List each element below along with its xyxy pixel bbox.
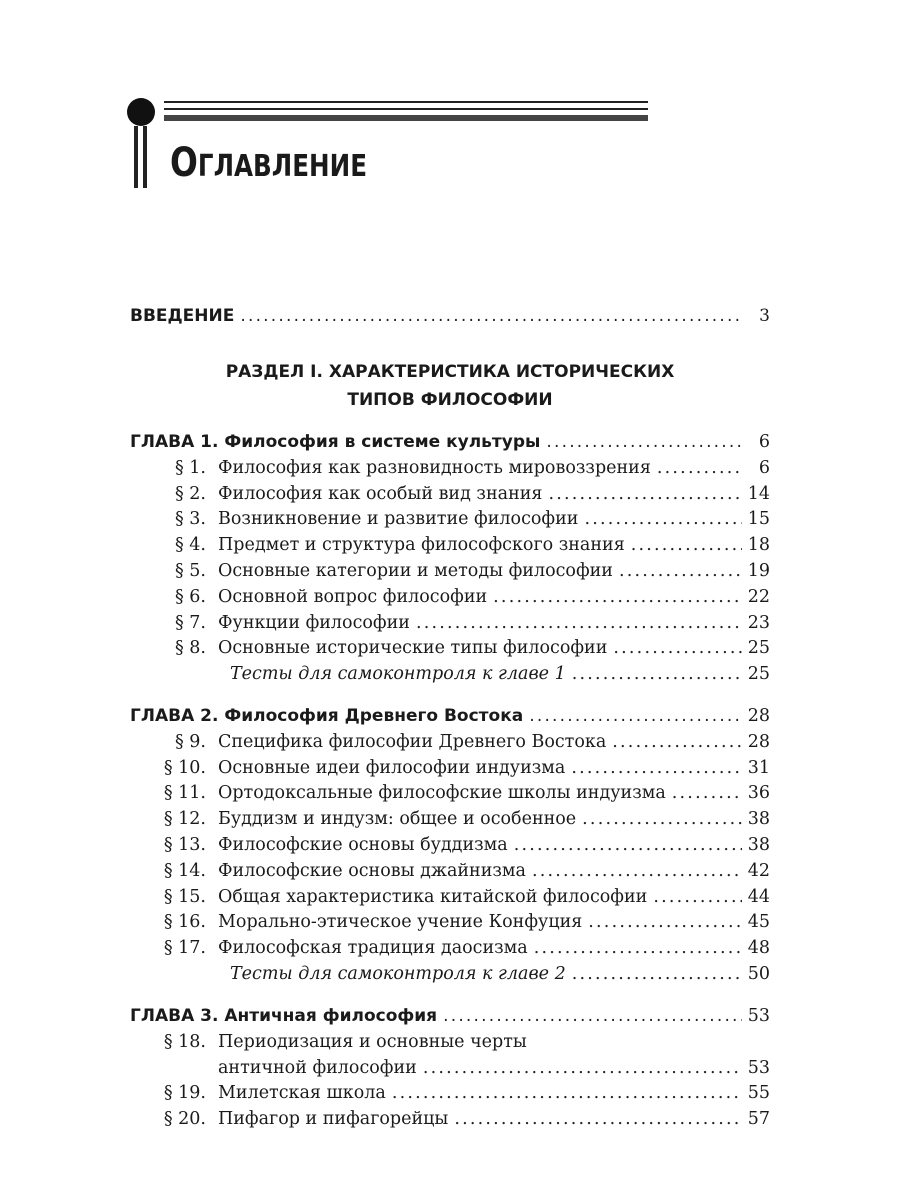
toc-section-entry[interactable] — [130, 835, 770, 861]
section-number: § 14. — [163, 860, 206, 881]
leader-dots — [514, 835, 742, 855]
toc-page-number: 48 — [747, 938, 770, 959]
toc-page-number: 19 — [747, 560, 770, 581]
toc-page-number: 36 — [747, 783, 770, 804]
header-rule — [164, 115, 648, 121]
section-number: § 15. — [163, 886, 206, 907]
section-number: § 13. — [163, 834, 206, 855]
leader-dots — [619, 561, 742, 581]
section-number: § 7. — [174, 612, 206, 633]
toc-section-entry[interactable] — [130, 561, 770, 587]
section-number: § 8. — [174, 638, 206, 659]
toc-entry-label: Милетская школа — [218, 1083, 386, 1104]
toc-page-number: 38 — [747, 809, 770, 830]
toc-page-number: 44 — [747, 886, 770, 907]
toc-entry-intro[interactable] — [130, 306, 770, 332]
leader-dots — [582, 809, 742, 829]
toc-page-number: 15 — [747, 509, 770, 530]
toc-section-entry[interactable] — [130, 1083, 770, 1109]
section-number: § 20. — [163, 1109, 206, 1130]
toc-section-entry[interactable] — [130, 484, 770, 510]
toc-page-number: 42 — [747, 860, 770, 881]
toc-section-entry[interactable] — [130, 638, 770, 664]
toc-page-number: 57 — [747, 1109, 770, 1130]
leader-dots — [454, 1109, 741, 1129]
leader-dots — [548, 484, 741, 504]
leader-dots — [672, 783, 742, 803]
toc-chapter-entry[interactable] — [130, 432, 770, 458]
toc-section-entry[interactable] — [130, 1109, 770, 1135]
header-rule — [164, 101, 648, 103]
toc-chapter-3 — [130, 1006, 770, 1135]
toc-page-number: 55 — [747, 1083, 770, 1104]
toc-entry-label: ГЛАВА 2. Философия Древнего Востока — [130, 706, 524, 726]
toc-entry-label: ГЛАВА 3. Античная философия — [130, 1006, 438, 1026]
toc-section-entry[interactable] — [130, 809, 770, 835]
toc-page-number: 18 — [747, 535, 770, 556]
toc-chapter-2 — [130, 706, 770, 990]
toc-entry-label: Тесты для самоконтроля к главе 2 — [230, 963, 566, 984]
toc-page-number: 28 — [747, 706, 770, 726]
toc-page-number: 25 — [747, 664, 770, 685]
toc-entry-label: ГЛАВА 1. Философия в системе культуры — [130, 432, 541, 452]
toc-chapter-1 — [130, 432, 770, 690]
toc-entry-label: Буддизм и индузм: общее и особенное — [218, 809, 577, 830]
toc-entry-label: Пифагор и пифагорейцы — [218, 1109, 449, 1130]
toc-entry-label: Философия как разновидность мировоззрения — [218, 457, 651, 478]
toc-section-entry[interactable] — [130, 887, 770, 913]
section-number: § 2. — [174, 483, 206, 504]
toc-section-entry-continuation[interactable] — [130, 1058, 770, 1084]
header-vertical-bar — [134, 126, 138, 188]
toc-entry-label: Философские основы джайнизма — [218, 860, 526, 881]
part-heading — [130, 358, 770, 414]
section-number: § 3. — [174, 509, 206, 530]
toc-page-number: 28 — [747, 731, 770, 752]
part-heading-line: РАЗДЕЛ I. ХАРАКТЕРИСТИКА ИСТОРИЧЕСКИХ — [225, 362, 675, 382]
leader-dots — [572, 964, 742, 984]
toc-entry-label: Основные категории и методы философии — [218, 560, 613, 581]
toc-page-number: 53 — [747, 1057, 770, 1078]
toc-page-number: 25 — [747, 638, 770, 659]
leader-dots — [529, 706, 741, 726]
toc-page-number: 53 — [747, 1006, 770, 1026]
toc-entry-label: Морально-этическое учение Конфуция — [218, 912, 583, 933]
leader-dots — [546, 432, 742, 452]
section-number: § 1. — [174, 457, 206, 478]
toc-test-entry[interactable] — [130, 664, 770, 690]
section-number: § 12. — [163, 809, 206, 830]
leader-dots — [534, 938, 742, 958]
toc-section-entry[interactable] — [130, 613, 770, 639]
leader-dots — [612, 732, 741, 752]
toc-entry-label: Предмет и структура философского знания — [218, 535, 625, 556]
toc-section-entry[interactable] — [130, 732, 770, 758]
section-number: § 6. — [174, 586, 206, 607]
toc-page-number: 22 — [747, 586, 770, 607]
leader-dots — [423, 1058, 742, 1078]
toc-page-number: 45 — [747, 912, 770, 933]
page-title — [170, 140, 367, 186]
toc-entry-label: Философские основы буддизма — [218, 834, 508, 855]
leader-dots — [653, 887, 741, 907]
toc-page-number: 14 — [747, 483, 770, 504]
section-number: § 10. — [163, 757, 206, 778]
toc-page-number: 50 — [747, 963, 770, 984]
toc-page-number: 38 — [747, 834, 770, 855]
section-number: § 19. — [163, 1083, 206, 1104]
leader-dots — [613, 638, 741, 658]
header-vertical-bar — [143, 126, 147, 188]
section-number: § 17. — [163, 938, 206, 959]
section-number: § 9. — [174, 731, 206, 752]
toc-entry-label: Философия как особый вид знания — [218, 483, 543, 504]
toc-page-number: 31 — [747, 757, 770, 778]
leader-dots — [571, 758, 741, 778]
leader-dots — [572, 664, 742, 684]
header-bullet-ornament — [127, 98, 155, 126]
header-rule — [164, 108, 648, 110]
toc-section-entry[interactable] — [130, 912, 770, 938]
leader-dots — [443, 1006, 742, 1026]
leader-dots — [588, 912, 741, 932]
toc-page-number: 6 — [758, 432, 770, 452]
toc-section-entry[interactable] — [130, 1032, 770, 1058]
leader-dots — [493, 587, 742, 607]
leader-dots — [240, 306, 742, 326]
toc-entry-label: Специфика философии Древнего Востока — [218, 731, 607, 752]
toc-page-number: 3 — [759, 306, 770, 326]
toc-test-entry[interactable] — [130, 964, 770, 990]
toc-page-number: 23 — [747, 612, 770, 633]
leader-dots — [416, 613, 742, 633]
leader-dots — [392, 1083, 742, 1103]
leader-dots — [631, 535, 742, 555]
part-heading-line: ТИПОВ ФИЛОСОФИИ — [347, 390, 553, 410]
toc-entry-label: Функции философии — [218, 612, 410, 633]
section-number: § 5. — [174, 560, 206, 581]
toc-entry-label: Философская традиция даосизма — [218, 938, 528, 959]
section-number: § 16. — [163, 912, 206, 933]
toc-intro — [130, 306, 770, 332]
toc-section-entry[interactable] — [130, 458, 770, 484]
toc-section-entry[interactable] — [130, 587, 770, 613]
leader-dots — [584, 509, 741, 529]
toc-entry-label: Основные идеи философии индуизма — [218, 757, 566, 778]
leader-dots — [657, 458, 742, 478]
toc-chapter-entry[interactable] — [130, 706, 770, 732]
toc-section-entry[interactable] — [130, 509, 770, 535]
toc-entry-label: Периодизация и основные черты — [218, 1031, 527, 1052]
toc-entry-label: ВВЕДЕНИЕ — [130, 306, 235, 326]
toc-page-number: 6 — [758, 457, 770, 478]
toc-entry-label: Основные исторические типы философии — [218, 638, 608, 659]
toc-section-entry[interactable] — [130, 938, 770, 964]
section-number: § 11. — [163, 783, 206, 804]
toc-entry-label: античной философии — [218, 1057, 417, 1078]
leader-dots — [532, 861, 742, 881]
toc-entry-label: Основной вопрос философии — [218, 586, 488, 607]
toc-section-entry[interactable] — [130, 758, 770, 784]
toc-entry-label: Общая характеристика китайской философии — [218, 886, 648, 907]
toc-chapter-entry[interactable] — [130, 1006, 770, 1032]
toc-section-entry[interactable] — [130, 535, 770, 561]
section-number: § 18. — [163, 1031, 206, 1052]
toc-entry-label: Возникновение и развитие философии — [218, 509, 579, 530]
page-title-rest: ГЛАВЛЕНИЕ — [197, 149, 368, 184]
page-title-initial: О — [170, 140, 198, 186]
toc-entry-label: Ортодоксальные философские школы индуизма — [218, 783, 666, 804]
toc-section-entry[interactable] — [130, 783, 770, 809]
section-number: § 4. — [174, 535, 206, 556]
toc-section-entry[interactable] — [130, 861, 770, 887]
toc-entry-label: Тесты для самоконтроля к главе 1 — [230, 664, 566, 685]
